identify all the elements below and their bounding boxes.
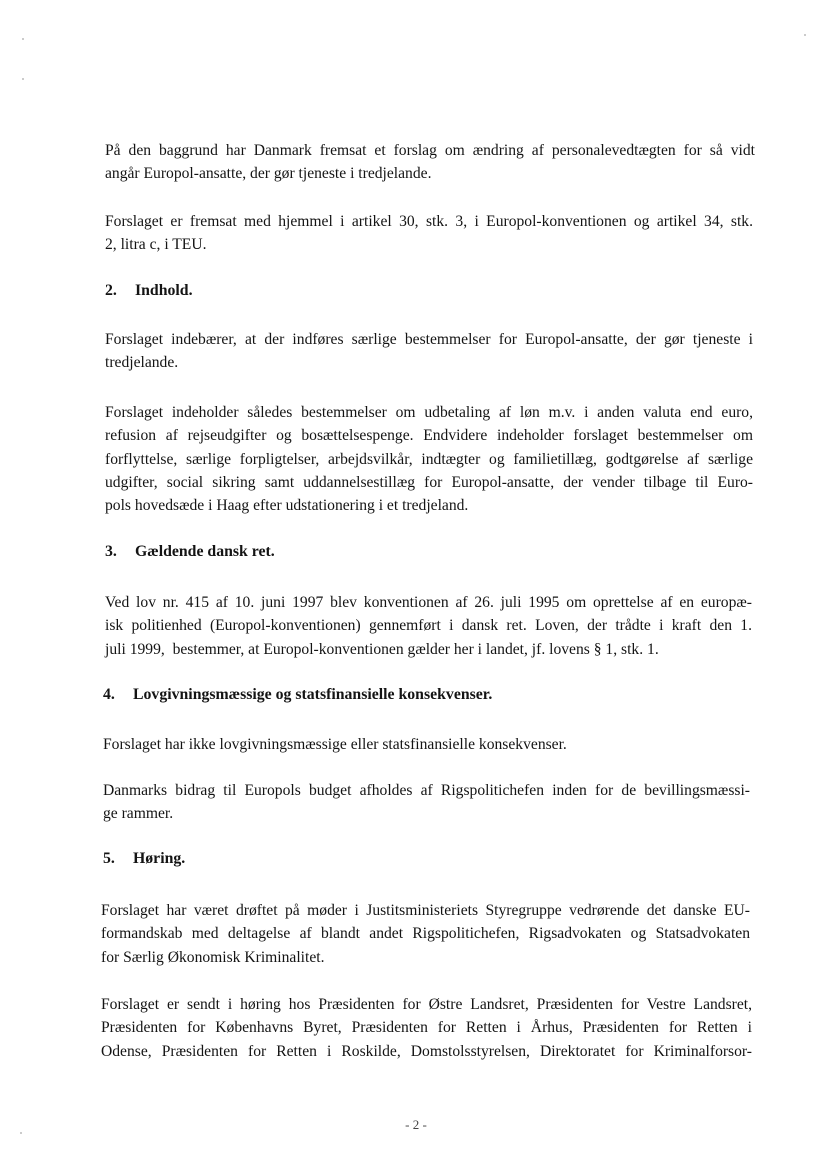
paragraph-background xyxy=(105,139,755,186)
scan-speck xyxy=(22,78,24,80)
paragraph-content-intro xyxy=(105,328,753,375)
text-line: På den baggrund har Danmark fremsat et forslag om ændring af personalevedtægten for så vidt xyxy=(105,142,755,159)
text-line: tredjelande. xyxy=(105,354,179,372)
section-heading-gaeldende-ret xyxy=(105,542,275,562)
text-line: juli 1999, bestemmer, at Europol-konventionen gælder her i landet, jf. lovens § 1, stk. 1. xyxy=(105,640,659,658)
section-title: Høring. xyxy=(133,850,186,867)
text-line: forflyttelse, særlige forpligtelser, arbejdsvilkår, indtægter og familietillæg, godtgørelse af særlige xyxy=(105,450,753,468)
text-line: pols hovedsæde i Haag efter udstationering i et tredjeland. xyxy=(105,497,469,515)
section-heading-konsekvenser xyxy=(103,685,492,705)
text-line: Odense, Præsidenten for Retten i Roskilde, Domstolsstyrelsen, Direktoratet for Kriminalforsor- xyxy=(101,1042,752,1060)
text-line: 2, litra c, i TEU. xyxy=(105,236,207,254)
text-line: ge rammer. xyxy=(103,805,174,823)
page-number: - 2 - xyxy=(405,1117,427,1132)
paragraph-consequences xyxy=(103,733,753,756)
section-number: 5. xyxy=(103,850,115,867)
text-line: Præsidenten for Københavns Byret, Præsidenten for Retten i Århus, Præsidenten for Retten i xyxy=(101,1019,752,1037)
text-line: Forslaget indebærer, at der indføres særlige bestemmelser for Europol-ansatte, der gør tjeneste i xyxy=(105,331,753,348)
text-line: Forslaget har været drøftet på møder i Justitsministeriets Styregruppe vedrørende det danske EU- xyxy=(101,902,750,919)
text-line: udgifter, social sikring samt uddannelsestillæg for Europol-ansatte, der vender tilbage til Euro- xyxy=(105,473,753,491)
section-number: 4. xyxy=(103,686,115,703)
text-line: angår Europol-ansatte, der gør tjeneste i tredjelande. xyxy=(105,165,432,183)
paragraph-consultation-meetings xyxy=(101,899,750,969)
text-line: Forslaget er sendt i høring hos Præsidenten for Østre Landsret, Præsidenten for Vestre Landsret, xyxy=(101,996,752,1013)
text-line: formandskab med deltagelse af blandt andet Rigspolitichefen, Rigsadvokaten og Statsadvokaten xyxy=(101,925,750,943)
text-line: refusion af rejseudgifter og bosættelsespenge. Endvidere indeholder forslaget bestemmelser om xyxy=(105,427,753,445)
text-line: Forslaget indeholder således bestemmelser om udbetaling af løn m.v. i anden valuta end euro, xyxy=(105,404,753,421)
section-title: Indhold. xyxy=(135,282,193,299)
section-title: Gældende dansk ret. xyxy=(135,543,275,560)
paragraph-content-details xyxy=(105,401,753,517)
scan-speck xyxy=(22,38,24,40)
text-line: Forslaget har ikke lovgivningsmæssige eller statsfinansielle konsekvenser. xyxy=(103,736,567,753)
paragraph-consultation-parties xyxy=(101,993,752,1063)
text-line: for Særlig Økonomisk Kriminalitet. xyxy=(101,948,325,966)
text-line: isk politienhed (Europol-konventionen) gennemført i dansk ret. Loven, der trådte i kraft den 1. xyxy=(105,617,752,635)
text-line: Danmarks bidrag til Europols budget afholdes af Rigspolitichefen inden for de bevillingsmæssi- xyxy=(103,782,750,799)
paragraph-legal-basis xyxy=(105,210,753,257)
text-line: Forslaget er fremsat med hjemmel i artikel 30, stk. 3, i Europol-konventionen og artikel 34, stk. xyxy=(105,213,753,230)
paragraph-budget xyxy=(103,779,750,826)
scan-speck xyxy=(804,34,806,36)
section-number: 2. xyxy=(105,282,117,299)
text-line: Ved lov nr. 415 af 10. juni 1997 blev konventionen af 26. juli 1995 om oprettelse af en europæ- xyxy=(105,594,752,611)
section-heading-indhold xyxy=(105,281,193,301)
section-heading-hoering xyxy=(103,849,185,869)
section-title: Lovgivningsmæssige og statsfinansielle konsekvenser. xyxy=(133,686,493,703)
paragraph-current-law xyxy=(105,591,752,661)
section-number: 3. xyxy=(105,543,117,560)
